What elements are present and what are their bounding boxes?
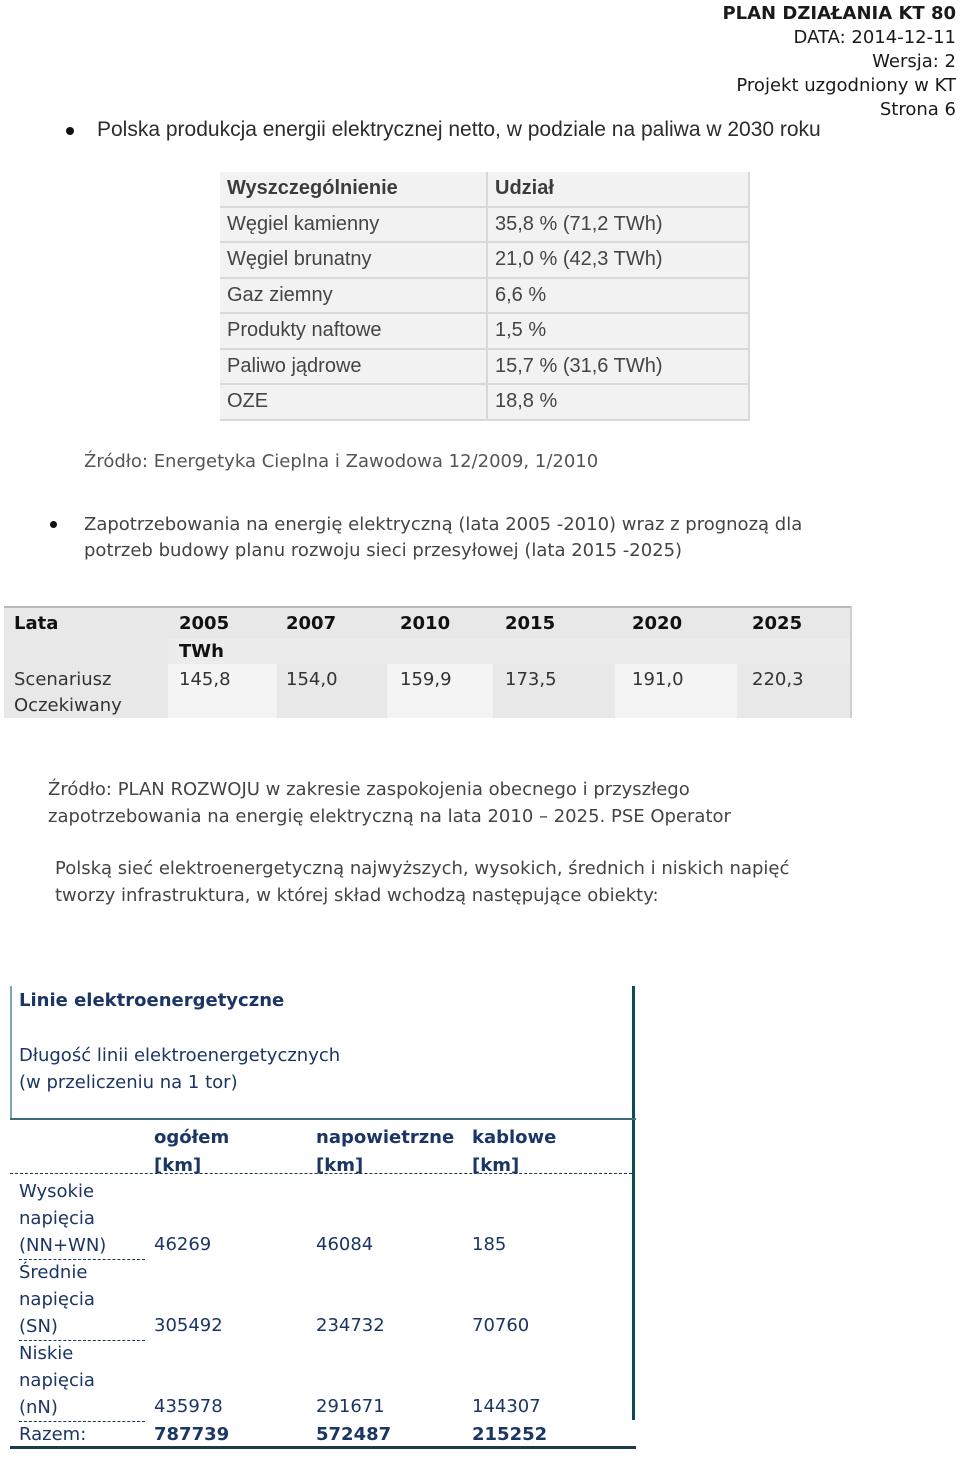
fuel-name: Gaz ziemny [220,279,488,315]
length-total: 435978 [154,1396,223,1417]
document-title: PLAN DZIAŁANIA KT 80 [722,3,956,24]
length-cable: 70760 [472,1315,530,1336]
page-number: Strona 6 [879,99,956,120]
length-total: 46269 [154,1234,212,1255]
label-line: Średnie [19,1262,88,1283]
label-line: napięcia [19,1370,95,1391]
divider [10,1446,636,1449]
label-line: Wysokie [19,1181,95,1202]
demand-value: 154,0 [286,669,338,690]
column-header-overhead [316,1124,454,1180]
sum-cable: 215252 [472,1424,548,1445]
scenario-label: Scenariusz [14,669,112,690]
source-note: Źródło: Energetyka Cieplna i Zawodowa 12/2009, 1/2010 [84,451,599,472]
voltage-label-low [19,1340,145,1422]
divider [632,986,635,1420]
label-line: napięcia [19,1208,95,1229]
header-text: napowietrzne [316,1127,455,1148]
year-header: 2007 [286,613,337,634]
demand-value: 173,5 [505,669,557,690]
bullet-icon [66,127,74,135]
length-overhead: 291671 [316,1396,385,1417]
voltage-label-high [19,1178,145,1260]
demand-value: 191,0 [632,669,684,690]
source-line: zapotrzebowania na energię elektryczną na lata 2010 – 2025. PSE Operator [48,806,731,827]
power-lines-box [10,986,636,1450]
fuel-share: 21,0 % (42,3 TWh) [488,243,750,279]
table-header-row [220,172,750,208]
table-row [220,350,750,386]
fuel-share: 1,5 % [488,314,750,350]
sum-total: 787739 [154,1424,230,1445]
label-line: (SN) [19,1313,145,1341]
years-label: Lata [14,613,59,634]
fuel-share: 18,8 % [488,385,750,421]
table-row [220,314,750,350]
year-header: 2005 [179,613,230,634]
column-header-total [154,1124,229,1180]
sum-label: Razem: [19,1424,87,1445]
header-cell: Wyszczególnienie [220,172,488,208]
bullet-text-line-1: Zapotrzebowania na energię elektryczną (lata 2005 -2010) wraz z prognozą dla [84,514,803,535]
year-header: 2010 [400,613,451,634]
column-header-cable [472,1124,556,1180]
document-date: DATA: 2014-12-11 [793,27,956,48]
source-line: Źródło: PLAN ROZWOJU w zakresie zaspokojenia obecnego i przyszłego [48,779,690,800]
bullet-demand [50,512,920,564]
bullet-text-line-2: potrzeb budowy planu rozwoju sieci przesyłowej (lata 2015 -2025) [84,540,683,561]
fuel-share: 35,8 % (71,2 TWh) [488,208,750,244]
voltage-label-medium [19,1259,145,1341]
box-subtitle [19,1042,340,1096]
fuel-name: OZE [220,385,488,421]
year-header: 2020 [632,613,683,634]
source-note-2 [48,776,928,830]
divider [10,986,12,1118]
length-overhead: 234732 [316,1315,385,1336]
length-cable: 185 [472,1234,507,1255]
table-row [220,208,750,244]
header-unit: [km] [316,1155,364,1176]
demand-value: 159,9 [400,669,452,690]
header-unit: [km] [472,1155,520,1176]
fuel-share: 6,6 % [488,279,750,315]
box-title: Linie elektroenergetyczne [19,990,285,1011]
label-line: napięcia [19,1289,95,1310]
fuel-name: Węgiel kamienny [220,208,488,244]
table-row [220,279,750,315]
paragraph-line: Polską sieć elektroenergetyczną najwyższych, wysokich, średnich i niskich napięć [55,858,790,879]
bullet-text: Polska produkcja energii elektrycznej netto, w podziale na paliwa w 2030 roku [97,118,821,141]
table-row [220,243,750,279]
year-header: 2025 [752,613,803,634]
document-version: Wersja: 2 [872,51,956,72]
scenario-label: Oczekiwany [14,695,122,716]
unit-label: TWh [179,641,224,662]
year-header: 2015 [505,613,556,634]
subtitle-line: (w przeliczeniu na 1 tor) [19,1072,238,1093]
fuel-name: Węgiel brunatny [220,243,488,279]
header-text: ogółem [154,1127,230,1148]
header-unit: [km] [154,1155,202,1176]
header-text: kablowe [472,1127,557,1148]
length-cable: 144307 [472,1396,541,1417]
label-line: (nN) [19,1394,145,1422]
table-row [220,385,750,421]
infrastructure-paragraph [55,855,935,909]
demand-table [4,606,852,718]
fuel-name: Produkty naftowe [220,314,488,350]
header-cell: Udział [488,172,750,208]
demand-value: 145,8 [179,669,231,690]
demand-value: 220,3 [752,669,804,690]
bullet-production [66,118,821,142]
divider [10,1118,636,1120]
length-total: 305492 [154,1315,223,1336]
length-overhead: 46084 [316,1234,374,1255]
label-line: (NN+WN) [19,1232,145,1260]
project-status: Projekt uzgodniony w KT [736,75,956,96]
sum-overhead: 572487 [316,1424,392,1445]
bullet-icon [50,521,57,528]
page-header [722,2,956,122]
fuel-share: 15,7 % (31,6 TWh) [488,350,750,386]
subtitle-line: Długość linii elektroenergetycznych [19,1045,341,1066]
paragraph-line: tworzy infrastruktura, w której skład wchodzą następujące obiekty: [55,885,659,906]
label-line: Niskie [19,1343,74,1364]
fuel-share-table [220,172,750,421]
fuel-name: Paliwo jądrowe [220,350,488,386]
